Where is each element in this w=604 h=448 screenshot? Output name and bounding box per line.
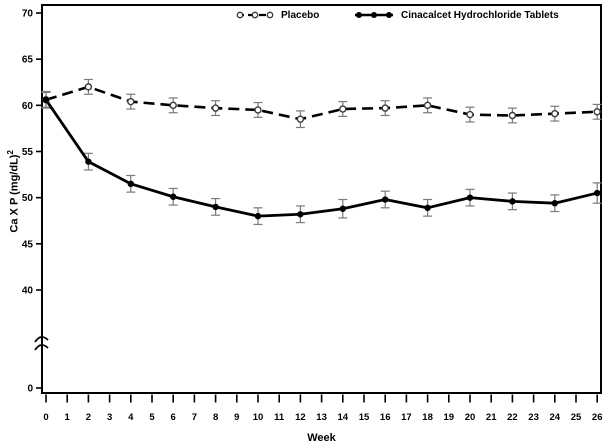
- x-tick-label: 8: [212, 412, 219, 423]
- cinacalcet-data-point: [340, 206, 346, 212]
- cinacalcet-line-swatch-icon: [354, 9, 394, 21]
- x-tick-label: 6: [170, 412, 176, 423]
- x-tick-label: 23: [528, 412, 539, 423]
- x-tick-label: 25: [570, 412, 582, 423]
- legend-entry-placebo: [236, 9, 319, 21]
- cinacalcet-data-point: [509, 198, 515, 204]
- cinacalcet-data-point: [128, 181, 134, 187]
- placebo-data-point: [255, 107, 261, 113]
- y-tick-label: 70: [21, 8, 33, 20]
- x-tick-label: 22: [507, 412, 518, 423]
- x-tick-label: 0: [43, 412, 49, 423]
- x-tick-label: 7: [191, 412, 198, 423]
- cinacalcet-data-point: [212, 204, 218, 210]
- x-tick-label: 16: [379, 412, 391, 423]
- cinacalcet-data-point: [85, 158, 91, 164]
- cinacalcet-data-point: [43, 97, 49, 103]
- x-tick-label: 5: [149, 412, 155, 423]
- cinacalcet-data-point: [170, 194, 176, 200]
- cinacalcet-data-point: [297, 211, 303, 217]
- x-tick-label: 21: [485, 412, 497, 423]
- placebo-data-point: [297, 116, 303, 122]
- x-tick-label: 4: [128, 412, 134, 423]
- cinacalcet-data-point: [552, 200, 558, 206]
- cinacalcet-data-point: [594, 190, 600, 196]
- placebo-data-point: [467, 112, 473, 118]
- x-tick-label: 20: [464, 412, 476, 423]
- y-tick-label: 45: [21, 239, 33, 251]
- x-tick-label: 19: [443, 412, 455, 423]
- cinacalcet-data-point: [467, 194, 473, 200]
- placebo-data-point: [425, 102, 431, 108]
- x-tick-label: 9: [234, 412, 240, 423]
- cinacalcet-data-point: [255, 213, 261, 219]
- placebo-data-point: [128, 99, 134, 105]
- x-tick-label: 15: [358, 412, 370, 423]
- legend-label-cinacalcet: Cinacalcet Hydrochloride Tablets: [401, 9, 559, 21]
- legend-entry-cinacalcet: [354, 9, 559, 21]
- placebo-line-swatch-icon: [236, 9, 274, 21]
- x-tick-label: 3: [106, 412, 113, 423]
- x-tick-label: 2: [85, 412, 92, 423]
- y-axis-title-superscript: 2: [5, 149, 15, 155]
- placebo-data-point: [170, 102, 176, 108]
- x-tick-label: 12: [295, 412, 306, 423]
- y-tick-label: 65: [21, 54, 33, 66]
- x-tick-label: 26: [591, 412, 603, 423]
- x-tick-label: 10: [252, 412, 264, 423]
- y-tick-label: 40: [21, 285, 33, 297]
- x-tick-label: 11: [274, 412, 285, 423]
- y-tick-label: 50: [21, 193, 33, 205]
- plot-frame: [42, 5, 601, 393]
- placebo-data-point: [213, 105, 219, 111]
- x-tick-label: 13: [316, 412, 327, 423]
- placebo-data-point: [340, 106, 346, 112]
- x-tick-label: 24: [549, 412, 561, 423]
- placebo-data-point: [594, 109, 600, 115]
- y-axis-title: Ca X P $(mg/dL)^2$: [5, 149, 21, 233]
- cinacalcet-data-point: [424, 205, 430, 211]
- legend-label-placebo: Placebo: [281, 9, 320, 21]
- placebo-data-point: [509, 112, 515, 118]
- y-tick-label: 55: [21, 146, 33, 158]
- placebo-data-point: [85, 84, 91, 90]
- x-tick-label: 1: [64, 412, 70, 423]
- x-tick-label: 17: [401, 412, 412, 423]
- x-axis-title: Week: [307, 432, 336, 444]
- y-tick-label: 0: [27, 383, 33, 395]
- y-tick-label: 60: [21, 100, 33, 112]
- placebo-data-point: [382, 105, 388, 111]
- placebo-data-point: [552, 111, 558, 117]
- x-tick-label: 18: [422, 412, 433, 423]
- x-tick-label: 14: [337, 412, 349, 423]
- cinacalcet-data-point: [382, 196, 388, 202]
